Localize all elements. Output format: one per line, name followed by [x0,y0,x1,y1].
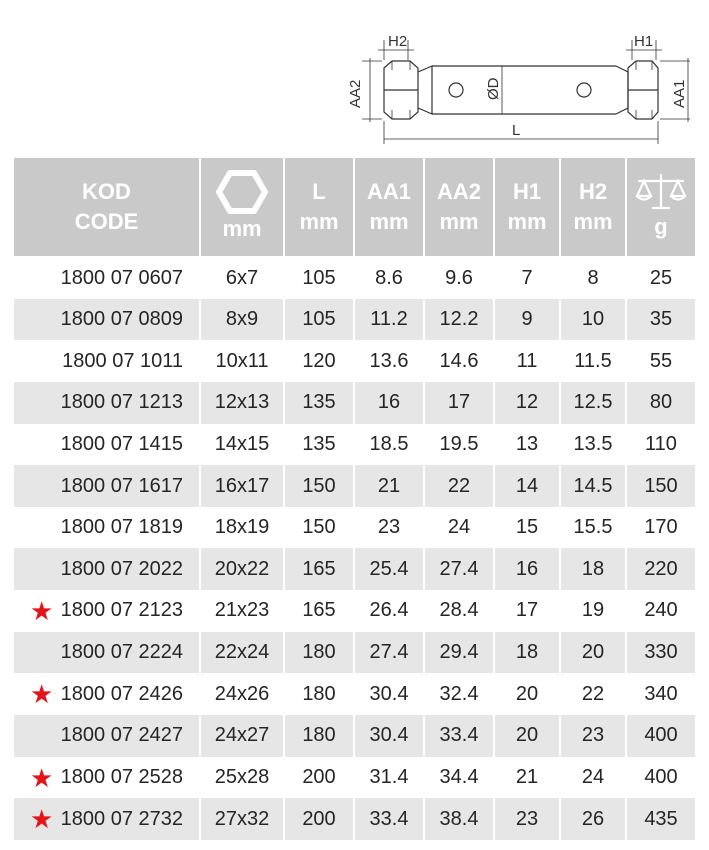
code-cell [14,257,200,299]
cell-aa2: 14.6 [424,340,494,382]
table-row [14,382,695,424]
cell-h2: 14.5 [560,465,626,507]
table-row [14,548,695,590]
cell-h2: 11.5 [560,340,626,382]
cell-aa1: 26.4 [354,590,424,632]
cell-aa2: 17 [424,382,494,424]
cell-l: 120 [284,340,354,382]
code-text: 1800 07 1415 [60,432,183,455]
code-text: 1800 07 0809 [60,307,183,330]
cell-size: 18x19 [200,507,284,549]
cell-h1: 21 [494,757,560,799]
cell-aa2: 12.2 [424,299,494,341]
cell-aa1: 16 [354,382,424,424]
aa1-label: AA1 [671,79,688,108]
cell-g: 35 [626,299,695,341]
cell-aa1: 13.6 [354,340,424,382]
cell-aa2: 33.4 [424,715,494,757]
cell-l: 180 [284,715,354,757]
cell-g: 110 [626,424,695,466]
star-icon: ★ [30,595,54,626]
cell-aa1: 30.4 [354,715,424,757]
cell-aa1: 21 [354,465,424,507]
cell-l: 200 [284,798,354,840]
cell-h1: 16 [494,548,560,590]
h2-label: H2 [388,33,408,50]
cell-l: 105 [284,299,354,341]
cell-size: 12x13 [200,382,284,424]
cell-aa1: 11.2 [354,299,424,341]
table-row [14,798,695,840]
code-cell [14,757,200,799]
cell-l: 150 [284,465,354,507]
cell-g: 150 [626,465,695,507]
code-text: 1800 07 2426 [60,682,183,705]
cell-h2: 22 [560,673,626,715]
cell-size: 21x23 [200,590,284,632]
code-text: 1800 07 1819 [60,516,183,539]
cell-l: 165 [284,590,354,632]
aa2-label: AA2 [347,79,364,108]
l-label: L [512,122,521,139]
code-cell [14,340,200,382]
table-row [14,340,695,382]
cell-h1: 17 [494,590,560,632]
header-h2 [560,158,626,257]
cell-l: 180 [284,673,354,715]
header-code-bottom: CODE [74,209,139,234]
cell-aa2: 27.4 [424,548,494,590]
header-aa2 [424,158,494,257]
code-cell [14,299,200,341]
cell-aa1: 23 [354,507,424,549]
cell-size: 25x28 [200,757,284,799]
header-h1 [494,158,560,257]
cell-h2: 13.5 [560,424,626,466]
cell-l: 105 [284,257,354,299]
header-l [284,158,354,257]
table-row [14,715,695,757]
cell-h2: 18 [560,548,626,590]
cell-h2: 19 [560,590,626,632]
header-l-unit: mm [299,209,339,234]
code-text: 1800 07 1213 [60,391,183,414]
cell-h1: 20 [494,715,560,757]
cell-aa1: 30.4 [354,673,424,715]
star-icon: ★ [30,762,54,793]
cell-aa1: 27.4 [354,632,424,674]
header-hex [200,158,284,257]
code-text: 1800 07 2427 [60,724,183,747]
header-h1-unit: mm [507,209,547,234]
cell-l: 135 [284,424,354,466]
header-h2-top: H2 [578,179,608,204]
hexagon-icon [216,170,268,214]
cell-h2: 8 [560,257,626,299]
header-aa2-top: AA2 [436,179,481,204]
cell-g: 240 [626,590,695,632]
cell-h2: 26 [560,798,626,840]
cell-aa2: 38.4 [424,798,494,840]
cell-h1: 11 [494,340,560,382]
cell-g: 170 [626,507,695,549]
code-cell [14,424,200,466]
cell-g: 400 [626,715,695,757]
code-text: 1800 07 1011 [62,349,183,372]
cell-g: 220 [626,548,695,590]
cell-h2: 10 [560,299,626,341]
cell-l: 165 [284,548,354,590]
cell-size: 6x7 [200,257,284,299]
cell-l: 200 [284,757,354,799]
table-row [14,424,695,466]
cell-aa2: 19.5 [424,424,494,466]
code-cell [14,673,200,715]
spec-table [14,158,695,840]
header-row [14,158,695,257]
cell-g: 340 [626,673,695,715]
code-cell [14,632,200,674]
cell-h1: 7 [494,257,560,299]
header-h1-top: H1 [512,179,542,204]
cell-g: 25 [626,257,695,299]
code-cell [14,382,200,424]
cell-h1: 23 [494,798,560,840]
tommy-bar-hole-right [577,83,591,97]
cell-size: 24x26 [200,673,284,715]
cell-aa2: 32.4 [424,673,494,715]
spanner-drawing [0,0,709,158]
cell-l: 180 [284,632,354,674]
table-row [14,507,695,549]
table-row [14,590,695,632]
cell-size: 8x9 [200,299,284,341]
code-cell [14,590,200,632]
header-aa1-top: AA1 [366,179,411,204]
scale-icon [634,172,688,212]
cell-g: 435 [626,798,695,840]
code-text: 1800 07 2022 [60,557,183,580]
cell-size: 27x32 [200,798,284,840]
table-row [14,757,695,799]
cell-g: 55 [626,340,695,382]
cell-g: 400 [626,757,695,799]
code-text: 1800 07 2528 [60,766,183,788]
cell-aa1: 18.5 [354,424,424,466]
star-icon: ★ [30,804,54,835]
cell-h2: 15.5 [560,507,626,549]
header-weight-unit: g [654,214,668,239]
cell-size: 24x27 [200,715,284,757]
cell-h2: 20 [560,632,626,674]
header-aa1-unit: mm [369,209,409,234]
header-hex-unit: mm [222,216,262,241]
cell-h2: 23 [560,715,626,757]
cell-h1: 13 [494,424,560,466]
code-cell [14,548,200,590]
table-row [14,465,695,507]
cell-size: 22x24 [200,632,284,674]
cell-g: 330 [626,632,695,674]
cell-h1: 9 [494,299,560,341]
table-row [14,673,695,715]
cell-aa2: 28.4 [424,590,494,632]
cell-aa2: 22 [424,465,494,507]
cell-size: 10x11 [200,340,284,382]
cell-aa1: 8.6 [354,257,424,299]
table-body [14,257,695,840]
header-l-top: L [312,179,326,204]
tommy-bar-hole-left [449,83,463,97]
cell-aa1: 33.4 [354,798,424,840]
header-aa2-unit: mm [439,209,479,234]
d-label: ØD [485,77,502,100]
cell-l: 135 [284,382,354,424]
code-cell [14,465,200,507]
cell-aa2: 29.4 [424,632,494,674]
cell-g: 80 [626,382,695,424]
cell-aa2: 24 [424,507,494,549]
code-cell [14,798,200,840]
table-row [14,257,695,299]
cell-size: 20x22 [200,548,284,590]
cell-h1: 12 [494,382,560,424]
h1-label: H1 [634,33,654,50]
header-code-top: KOD [82,179,131,204]
table-row [14,299,695,341]
cell-h1: 15 [494,507,560,549]
code-text: 1800 07 2123 [60,599,183,622]
code-text: 1800 07 0607 [60,266,183,289]
cell-h2: 24 [560,757,626,799]
cell-l: 150 [284,507,354,549]
header-weight [626,158,695,257]
code-text: 1800 07 2732 [60,807,183,830]
cell-h1: 18 [494,632,560,674]
cell-h1: 20 [494,673,560,715]
cell-h2: 12.5 [560,382,626,424]
code-cell [14,507,200,549]
cell-size: 14x15 [200,424,284,466]
cell-aa1: 25.4 [354,548,424,590]
star-icon: ★ [30,679,54,710]
table-row [14,632,695,674]
header-h2-unit: mm [573,209,613,234]
cell-aa2: 34.4 [424,757,494,799]
code-text: 1800 07 2224 [60,641,183,664]
code-text: 1800 07 1617 [60,474,183,497]
cell-aa1: 31.4 [354,757,424,799]
cell-aa2: 9.6 [424,257,494,299]
header-code [14,158,200,257]
header-aa1 [354,158,424,257]
cell-h1: 14 [494,465,560,507]
cell-size: 16x17 [200,465,284,507]
code-cell [14,715,200,757]
